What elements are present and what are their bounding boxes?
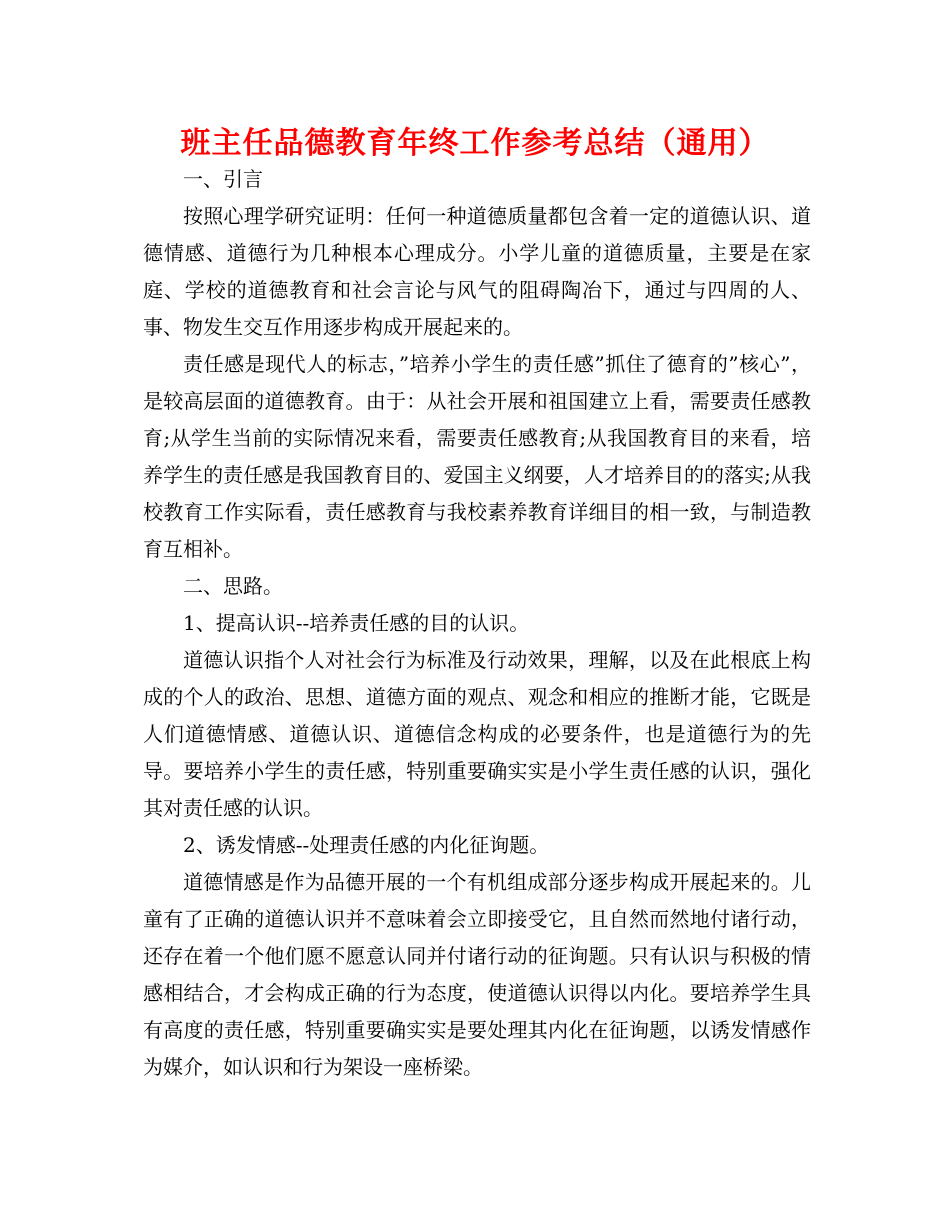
paragraph-moral-awareness: 道德认识指个人对社会行为标准及行动效果，理解，以及在此根底上构成的个人的政治、思想、道德方面的观点、观念和相应的推断才能，它既是人们道德情感、道德认识、道德信念构成的必要条件，也是道德行为的先导。要培养小学生的责任感，特别重要确实实是小学生责任感的认识，强化其对责任感的认识。 xyxy=(143,648,811,820)
document-body xyxy=(143,161,811,1086)
document-title: 班主任品德教育年终工作参考总结（通用） xyxy=(180,126,770,161)
section-heading-approach: 二、思路。 xyxy=(183,574,283,598)
subheading-evoke-emotion: 2、诱发情感--处理责任感的内化征询题。 xyxy=(183,833,550,857)
paragraph-psychology: 按照心理学研究证明：任何一种道德质量都包含着一定的道德认识、道德情感、道德行为几种根本心理成分。小学儿童的道德质量，主要是在家庭、学校的道德教育和社会言论与风气的阻碍陶冶下，通过与四周的人、事、物发生交互作用逐步构成开展起来的。 xyxy=(143,204,811,339)
subheading-raise-awareness: 1、提高认识--培养责任感的目的认识。 xyxy=(183,611,530,635)
paragraph-moral-emotion: 道德情感是作为品德开展的一个有机组成部分逐步构成开展起来的。儿童有了正确的道德认识并不意味着会立即接受它，且自然而然地付诸行动，还存在着一个他们愿不愿意认同并付诸行动的征询题。只有认识与积极的情感相结合，才会构成正确的行为态度，使道德认识得以内化。要培养学生具有高度的责任感，特别重要确实实是要处理其内化在征询题，以诱发情感作为媒介，如认识和行为架设一座桥梁。 xyxy=(143,870,811,1079)
paragraph-responsibility: 责任感是现代人的标志，”培养小学生的责任感”抓住了德育的”核心”，是较高层面的道德教育。由于：从社会开展和祖国建立上看，需要责任感教育;从学生当前的实际情况来看，需要责任感教育;从我国教育目的来看，培养学生的责任感是我国教育目的、爱国主义纲要，人才培养目的的落实;从我校教育工作实际看，责任感教育与我校素养教育详细目的相一致，与制造教育互相补。 xyxy=(143,352,811,561)
section-heading-introduction: 一、引言 xyxy=(183,167,263,191)
